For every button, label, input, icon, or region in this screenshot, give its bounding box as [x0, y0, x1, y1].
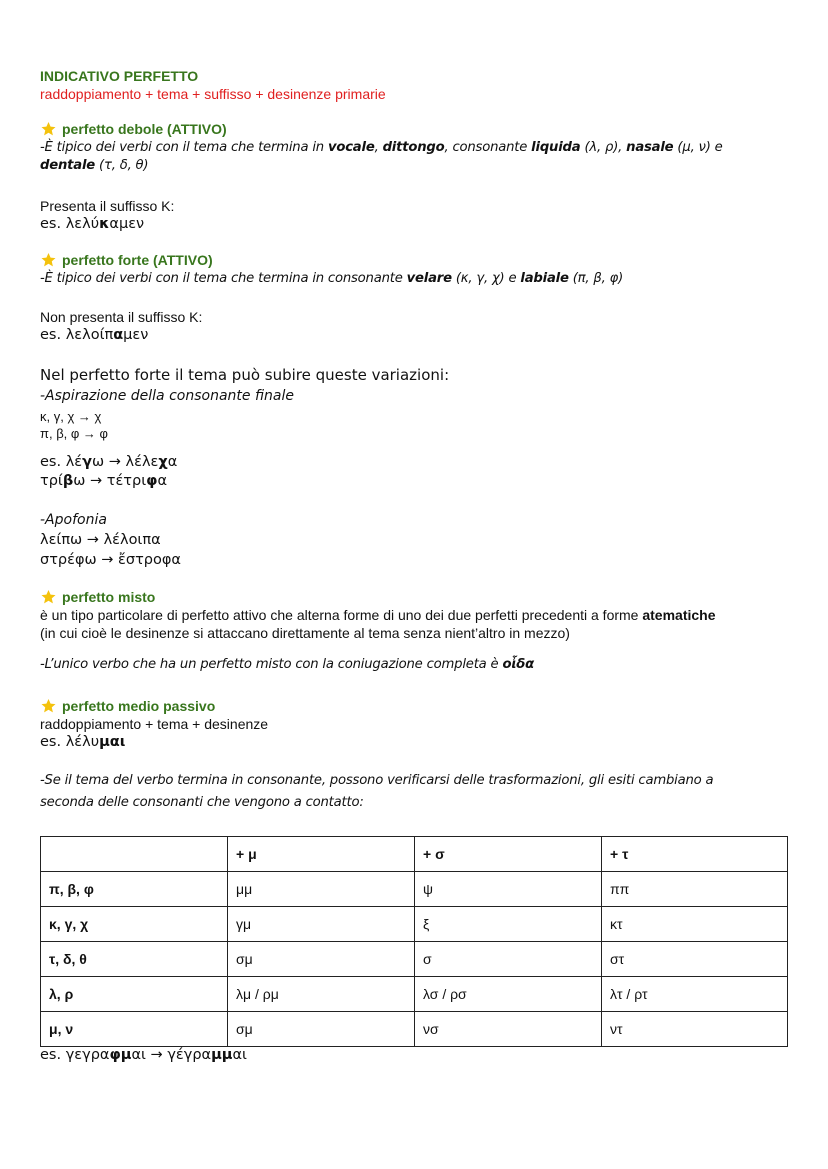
text: es. λελοίπ: [40, 327, 114, 343]
table-row: [41, 907, 788, 942]
table-row: [41, 977, 788, 1012]
table-cell: νσ: [415, 1012, 602, 1047]
bold-term: μμ: [211, 1047, 233, 1063]
aspiration-label: -Aspirazione della consonante finale: [40, 388, 294, 404]
bold-term: velare: [406, 271, 452, 286]
bold-term: atematiche: [642, 607, 716, 623]
text: τρί: [40, 473, 63, 489]
misto-note: [40, 656, 790, 674]
medio-passivo-example: [40, 733, 790, 751]
text: αι: [232, 1047, 247, 1063]
table-row: [41, 942, 788, 977]
misto-description-line2: (in cui cioè le desinenze si attaccano direttamente al tema senza nient’altro in mezzo): [40, 625, 570, 641]
heading-text: perfetto forte (ATTIVO): [62, 252, 213, 268]
medio-passivo-note-line1: -Se il tema del verbo termina in consonante, possono verificarsi delle trasformazioni, gli esiti cambiano a: [40, 773, 714, 788]
aspiration-example: [40, 453, 790, 471]
bold-term: nasale: [626, 140, 674, 155]
heading-text: perfetto medio passivo: [62, 698, 216, 714]
bold-term: οἶδα: [502, 657, 534, 672]
main-formula: raddoppiamento + tema + suffisso + desinenze primarie: [40, 86, 386, 102]
table-cell: μμ: [228, 872, 415, 907]
table-cell: λτ / ρτ: [602, 977, 788, 1012]
bold-term: dittongo: [382, 140, 445, 155]
section-heading-forte: [40, 251, 790, 269]
table-cell: λμ / ρμ: [228, 977, 415, 1012]
misto-description: [40, 606, 790, 624]
table-cell: ξ: [415, 907, 602, 942]
debole-suffix-line: Presenta il suffisso K:: [40, 198, 175, 214]
heading-text: perfetto debole (ATTIVO): [62, 121, 227, 137]
table-header-cell: + σ: [415, 837, 602, 872]
text: (τ, δ, θ): [95, 158, 149, 173]
section-heading-medio-passivo: [40, 697, 790, 715]
table-header-cell: + μ: [228, 837, 415, 872]
debole-description: [40, 139, 790, 175]
bold-term: γ: [82, 454, 93, 470]
aspiration-rule: κ, γ, χ → χ: [40, 409, 102, 424]
table-row-label: π, β, φ: [41, 872, 228, 907]
text: es. λελύ: [40, 216, 100, 232]
bold-term: μαι: [99, 734, 126, 750]
table-header-cell: [41, 837, 228, 872]
text: (μ, ν) e: [673, 140, 723, 155]
table-row-label: μ, ν: [41, 1012, 228, 1047]
forte-description: [40, 270, 790, 288]
text: es. λέλυ: [40, 734, 100, 750]
text: ,: [374, 140, 383, 155]
apofonia-example: λείπω → λέλοιπα: [40, 532, 161, 548]
text: ω → τέτρι: [73, 473, 147, 489]
forte-example: [40, 326, 790, 344]
text: αμεν: [109, 216, 145, 232]
bold-term: α: [113, 327, 124, 343]
variations-intro: Nel perfetto forte il tema può subire queste variazioni:: [40, 366, 450, 384]
debole-example: [40, 215, 790, 233]
star-icon: [40, 121, 57, 137]
text: -L’unico verbo che ha un perfetto misto con la coniugazione completa è: [40, 657, 503, 672]
text: (π, β, φ): [568, 271, 624, 286]
aspiration-rule: π, β, φ → φ: [40, 426, 108, 441]
bold-term: φμ: [109, 1047, 132, 1063]
table-header-cell: + τ: [602, 837, 788, 872]
page-title: INDICATIVO PERFETTO: [40, 68, 199, 84]
table-cell: σμ: [228, 942, 415, 977]
bold-term: vocale: [327, 140, 375, 155]
bold-term: β: [62, 473, 74, 489]
table-row-label: τ, δ, θ: [41, 942, 228, 977]
table-cell: κτ: [602, 907, 788, 942]
medio-passivo-note-line2: seconda delle consonanti che vengono a contatto:: [40, 795, 364, 810]
text: αι → γέγρα: [131, 1047, 212, 1063]
bold-term: liquida: [531, 140, 581, 155]
table-row-label: λ, ρ: [41, 977, 228, 1012]
forte-suffix-line: Non presenta il suffisso K:: [40, 309, 203, 325]
star-icon: [40, 698, 57, 714]
text: α: [157, 473, 168, 489]
text: , consonante: [444, 140, 532, 155]
text: ω → λέλε: [92, 454, 159, 470]
apofonia-example: στρέφω → ἔστροφα: [40, 552, 181, 568]
bold-term: χ: [158, 454, 168, 470]
bold-term: φ: [146, 473, 158, 489]
star-icon: [40, 589, 57, 605]
table-row: [41, 872, 788, 907]
bold-term: dentale: [40, 158, 96, 173]
star-icon: [40, 252, 57, 268]
text: es. λέ: [40, 454, 83, 470]
text: (λ, ρ),: [580, 140, 627, 155]
text: es. γεγρα: [40, 1047, 110, 1063]
table-row: [41, 1012, 788, 1047]
medio-passivo-formula: raddoppiamento + tema + desinenze: [40, 716, 269, 732]
text: è un tipo particolare di perfetto attivo che alterna forme di uno dei due perfetti precedenti a forme: [40, 607, 643, 623]
table-cell: ψ: [415, 872, 602, 907]
text: α: [167, 454, 178, 470]
table-cell: στ: [602, 942, 788, 977]
text: -È tipico dei verbi con il tema che termina in consonante: [40, 271, 407, 286]
consonant-transformation-table: [40, 836, 788, 1047]
heading-text: perfetto misto: [62, 589, 156, 605]
table-cell: σμ: [228, 1012, 415, 1047]
text: μεν: [123, 327, 149, 343]
apofonia-label: -Apofonia: [40, 512, 107, 528]
table-cell: γμ: [228, 907, 415, 942]
section-heading-misto: [40, 588, 790, 606]
table-row-label: κ, γ, χ: [41, 907, 228, 942]
table-header-row: [41, 837, 788, 872]
section-heading-debole: [40, 120, 790, 138]
table-cell: ντ: [602, 1012, 788, 1047]
table-cell: ππ: [602, 872, 788, 907]
table-cell: σ: [415, 942, 602, 977]
aspiration-example: [40, 472, 790, 490]
table-cell: λσ / ρσ: [415, 977, 602, 1012]
text: (κ, γ, χ) e: [451, 271, 521, 286]
final-example: [40, 1046, 790, 1064]
text: -È tipico dei verbi con il tema che termina in: [40, 140, 328, 155]
bold-term: κ: [99, 216, 110, 232]
bold-term: labiale: [520, 271, 569, 286]
